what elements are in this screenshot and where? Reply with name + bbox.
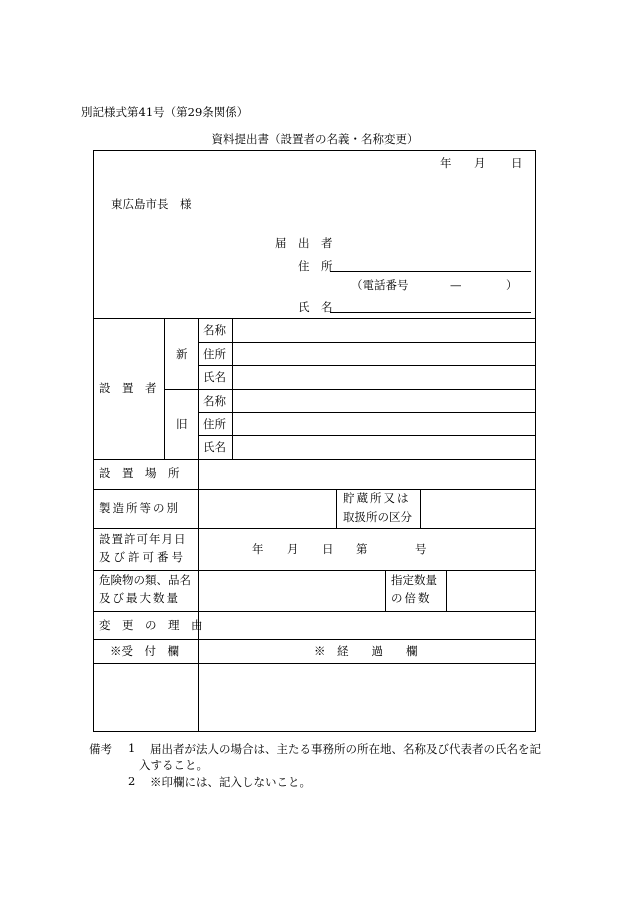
phone-close: ） [506, 278, 518, 292]
permit-no: 第 [356, 542, 368, 556]
storage-class-label-1: 貯蔵所又は [343, 491, 411, 505]
address-underline [330, 271, 531, 272]
new-address-label: 住所 [203, 347, 226, 361]
notifier-name-label: 氏 名 [298, 300, 333, 314]
ratio-label-2: の倍数 [391, 591, 432, 605]
permit-go: 号 [415, 542, 427, 556]
page-title: 資料提出書（設置者の名義・名称変更） [211, 132, 419, 146]
installer-new-label: 新 [176, 347, 188, 361]
notifier-heading: 届 出 者 [275, 236, 333, 250]
phone-dash: — [450, 278, 462, 292]
facility-type-label: 製造所等の別 [99, 501, 180, 515]
note-2-number: 2 [128, 774, 136, 788]
hazard-label-1: 危険物の類、品名 [99, 573, 191, 587]
name-underline [330, 312, 531, 313]
storage-class-label-2: 取扱所の区分 [343, 510, 412, 524]
old-address-label: 住所 [203, 417, 226, 431]
addressee: 東広島市長 様 [111, 197, 192, 211]
note-1-text-cont: 入すること。 [139, 758, 208, 772]
application-form [93, 150, 536, 732]
date-year: 年 [440, 156, 452, 170]
new-name-label: 名称 [203, 323, 226, 337]
form-number: 別記様式第41号（第29条関係） [81, 105, 249, 119]
old-person-label: 氏名 [203, 440, 226, 454]
permit-year: 年 [252, 542, 264, 556]
installer-old-label: 旧 [176, 417, 188, 431]
permit-label-1: 設置許可年月日 [99, 532, 187, 546]
reason-label: 変 更 の 理 由 [99, 618, 203, 632]
old-name-label: 名称 [203, 394, 226, 408]
note-1-text: 届出者が法人の場合は、主たる事務所の所在地、名称及び代表者の氏名を記 [150, 742, 541, 756]
permit-month: 月 [287, 542, 299, 556]
permit-label-2: 及び許可番号 [99, 550, 186, 564]
new-person-label: 氏名 [203, 370, 226, 384]
location-label: 設 置 場 所 [99, 466, 180, 480]
permit-day: 日 [322, 542, 334, 556]
phone-label: （電話番号 [351, 278, 409, 292]
reception-label: ※受 付 欄 [110, 644, 179, 658]
notes-heading: 備考 [89, 742, 112, 756]
note-1-number: 1 [128, 741, 136, 755]
progress-label: ※ 経 過 欄 [314, 644, 418, 658]
note-2-text: ※印欄には、記入しないこと。 [150, 775, 311, 789]
installer-label: 設 置 者 [99, 381, 157, 395]
date-day: 日 [511, 156, 523, 170]
notifier-address-label: 住 所 [298, 259, 333, 273]
hazard-label-2: 及び最大数量 [99, 591, 180, 605]
ratio-label-1: 指定数量 [391, 573, 437, 587]
date-month: 月 [474, 156, 486, 170]
